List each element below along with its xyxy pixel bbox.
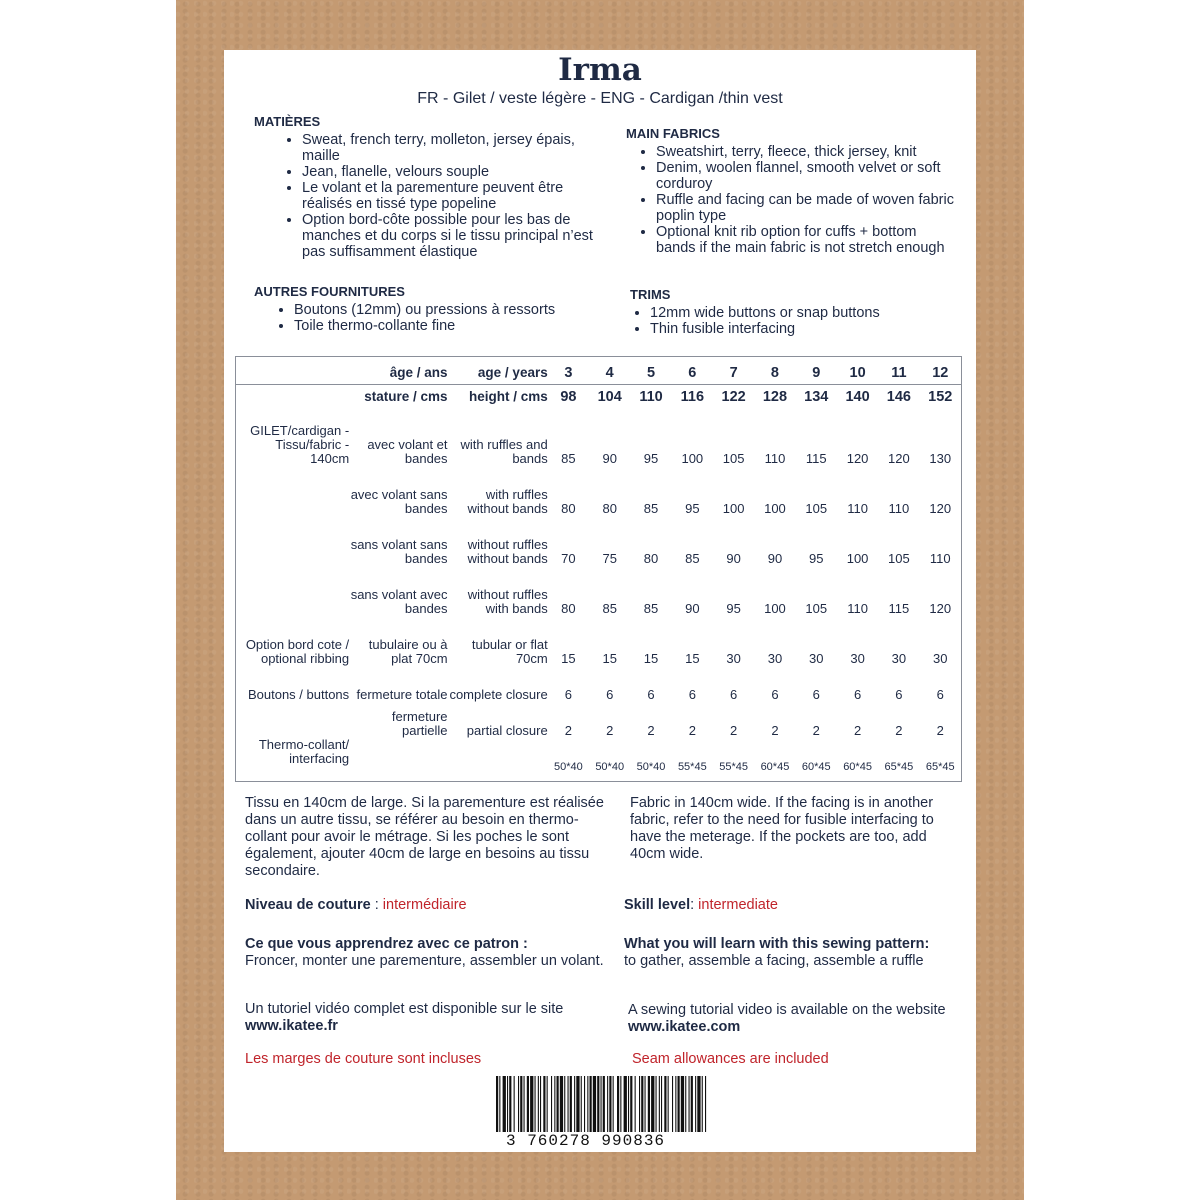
table-row (236, 702, 961, 738)
table-row (236, 738, 961, 774)
barcode-bar (557, 1076, 559, 1132)
value-cell: 110 (929, 551, 951, 566)
value-cell: 15 (602, 651, 617, 666)
value-cell: 95 (726, 601, 741, 616)
barcode-bar (576, 1076, 579, 1132)
value-cell: 2 (647, 723, 655, 738)
barcode-bar (695, 1076, 696, 1132)
value-cell: 105 (805, 501, 828, 516)
value-cell: 80 (643, 551, 659, 566)
list-item: • Le volant et la parementure peuvent être réalisés en tissé type popeline (302, 180, 594, 212)
learn-section-en (624, 936, 964, 970)
barcode-bar (496, 1076, 498, 1132)
barcode-bar (691, 1076, 693, 1132)
height-value-cell: 122 (721, 388, 746, 405)
list-item: • Boutons (12mm) ou pressions à ressorts (294, 302, 594, 318)
row-label-fr: avec volant et bandes (367, 437, 448, 466)
barcode-bar (607, 1076, 608, 1132)
barcode-bar (613, 1076, 614, 1132)
value-cell: 105 (805, 601, 828, 616)
value-cell: 65*45 (925, 761, 955, 773)
seam-allowance-note-en: Seam allowances are included (632, 1051, 829, 1067)
value-cell: 6 (853, 687, 862, 702)
barcode-bar (543, 1076, 545, 1132)
barcode-bar (507, 1076, 508, 1132)
barcode-bar (635, 1076, 636, 1132)
value-cell: 55*45 (677, 761, 707, 773)
matieres-heading: MATIÈRES (254, 114, 321, 129)
seam-allowance-note-fr: Les marges de couture sont incluses (245, 1051, 482, 1067)
skill-level-en: Skill level: intermediate (624, 897, 778, 913)
value-cell: 60*45 (801, 761, 831, 773)
pattern-title: Irma (558, 52, 642, 88)
barcode-bar (609, 1076, 611, 1132)
value-cell: 50*40 (554, 761, 583, 773)
value-cell: 30 (933, 651, 948, 666)
blank-cell (236, 361, 349, 385)
row-group-label: Option bord cote / optional ribbing (245, 637, 350, 666)
learn-heading-en: What you will learn with this sewing pattern: (624, 936, 930, 952)
value-cell: 65*45 (884, 761, 914, 773)
barcode-image (494, 1076, 712, 1140)
age-value-cell: 7 (713, 361, 754, 385)
row-label-en: partial closure (466, 723, 548, 738)
row-label-en (448, 738, 548, 774)
value-cell: 95 (685, 501, 700, 516)
age-value-cell: 6 (672, 361, 713, 385)
row-group-label (236, 466, 349, 516)
barcode-bar (617, 1076, 619, 1132)
matieres-list (254, 132, 594, 260)
barcode-bar (630, 1076, 632, 1132)
row-label-fr: tubulaire ou à plat 70cm (368, 637, 448, 666)
height-label-fr: stature / cms (364, 388, 448, 404)
spacer-cell (236, 408, 961, 416)
barcode-bar (551, 1076, 552, 1132)
value-cell: 80 (561, 501, 576, 516)
autres-fournitures-section (254, 284, 594, 334)
barcode-bar (590, 1076, 592, 1132)
value-cell: 100 (722, 501, 745, 516)
value-cell: 55*45 (719, 761, 749, 773)
value-cell: 50*40 (595, 761, 625, 773)
barcode-bar (603, 1076, 605, 1132)
value-cell: 30 (891, 651, 907, 666)
row-label-fr (349, 738, 447, 774)
value-cell: 30 (726, 651, 741, 666)
barcode-bar (624, 1076, 627, 1132)
value-cell: 6 (730, 687, 738, 702)
height-label-en: height / cms (468, 388, 548, 404)
barcode-bar (527, 1076, 529, 1132)
value-cell: 2 (606, 723, 614, 738)
barcode-bar (678, 1076, 680, 1132)
value-cell: 95 (809, 551, 824, 566)
value-cell: 110 (847, 501, 868, 516)
value-cell: 6 (688, 687, 696, 702)
barcode-bar (503, 1076, 506, 1132)
barcode-bar (702, 1076, 703, 1132)
skill-level-value-fr: intermédiaire (382, 897, 467, 913)
value-cell: 110 (764, 451, 786, 466)
value-cell: 110 (847, 601, 868, 616)
row-label-en: with ruffles and bands (460, 437, 548, 466)
age-value-cell: 11 (878, 361, 919, 385)
barcode-bar (538, 1076, 539, 1132)
tutorial-note-fr (245, 1001, 595, 1035)
value-cell: 2 (730, 723, 738, 738)
barcode-bar (570, 1076, 572, 1132)
barcode-bar (648, 1076, 650, 1132)
value-cell: 2 (688, 723, 696, 738)
barcode-bar (697, 1076, 700, 1132)
tutorial-note-en (628, 1002, 968, 1036)
value-cell: 90 (767, 551, 783, 566)
skill-level-fr: Niveau de couture : intermédiaire (245, 897, 467, 913)
value-cell: 90 (726, 551, 741, 566)
barcode-bar (530, 1076, 533, 1132)
row-label-fr: sans volant sans bandes (350, 537, 448, 566)
barcode-bar (574, 1076, 575, 1132)
barcode-bar (641, 1076, 643, 1132)
age-value-cell: 12 (920, 361, 961, 385)
age-header-row (236, 361, 961, 385)
barcode-bar (509, 1076, 511, 1132)
row-label-en: complete closure (449, 687, 548, 702)
value-cell: 6 (895, 687, 903, 702)
height-value-cell: 140 (845, 388, 870, 405)
height-value-cell: 116 (680, 388, 705, 405)
value-cell: 6 (564, 687, 572, 702)
row-label-en: with ruffles without bands (467, 487, 548, 516)
value-cell: 2 (771, 723, 779, 738)
barcode-bar (620, 1076, 621, 1132)
row-label-fr: sans volant avec bandes (350, 587, 448, 616)
value-cell: 120 (846, 451, 869, 466)
barcode-bar (705, 1076, 706, 1132)
website-link-en[interactable]: www.ikatee.com (628, 1019, 741, 1035)
value-cell: 2 (564, 723, 572, 738)
age-value-cell: 4 (589, 361, 630, 385)
learn-text-en: to gather, assemble a facing, assemble a ruffle (624, 953, 924, 969)
trims-section (630, 287, 960, 337)
learn-text-fr: Froncer, monter une parementure, assembler un volant. (245, 953, 604, 969)
value-cell: 50*40 (636, 761, 666, 773)
age-value-cell: 8 (754, 361, 795, 385)
matieres-section (254, 114, 594, 260)
website-link-fr[interactable]: www.ikatee.fr (245, 1018, 338, 1034)
barcode-bar (524, 1076, 525, 1132)
value-cell: 115 (888, 601, 910, 616)
age-value-cell: 3 (548, 361, 589, 385)
trims-list (630, 305, 960, 337)
row-group-label: GILET/cardigan -Tissu/fabric - 140cm (250, 423, 350, 466)
value-cell: 85 (685, 551, 700, 566)
value-cell: 105 (722, 451, 745, 466)
list-item: • Jean, flanelle, velours souple (302, 164, 594, 180)
barcode-bar (661, 1076, 662, 1132)
value-cell: 120 (929, 501, 952, 516)
row-label-fr: fermeture totale (356, 687, 448, 702)
barcode-bar (587, 1076, 588, 1132)
skill-level-label-en: Skill level (624, 897, 691, 913)
value-cell: 110 (888, 501, 910, 516)
row-group-label: Boutons / buttons (247, 687, 350, 702)
value-cell: 105 (888, 551, 910, 566)
value-cell: 15 (685, 651, 700, 666)
barcode-bar (668, 1076, 669, 1132)
list-item: • Option bord-côte possible pour les bas de manches et du corps si le tissu principal n’est pas suffisamment élastique (302, 212, 594, 260)
barcode-bar (584, 1076, 585, 1132)
pattern-info-sheet (224, 50, 976, 1152)
barcode-bar (540, 1076, 541, 1132)
barcode-bar (547, 1076, 548, 1132)
barcode-bar (520, 1076, 522, 1132)
age-value-cell: 5 (630, 361, 671, 385)
barcode-bar (628, 1076, 629, 1132)
value-cell: 115 (805, 451, 827, 466)
value-cell: 15 (643, 651, 659, 666)
height-value-cell: 146 (886, 388, 911, 405)
pattern-subtitle: FR - Gilet / veste légère - ENG - Cardigan /thin vest (417, 90, 783, 107)
barcode-bar (499, 1076, 500, 1132)
size-chart-table (235, 356, 962, 782)
barcode-bar (689, 1076, 690, 1132)
tutorial-text-fr: Un tutoriel vidéo complet est disponible sur le site (245, 1001, 564, 1017)
value-cell: 100 (764, 501, 786, 516)
learn-section-fr (245, 936, 605, 970)
row-label-en: without ruffles with bands (467, 587, 548, 616)
value-cell: 60*45 (760, 761, 790, 773)
autres-list (254, 302, 594, 334)
barcode-number: 3 760278 990836 (506, 1132, 666, 1150)
spacer-row (236, 408, 961, 416)
main-fabrics-heading: MAIN FABRICS (626, 126, 720, 141)
value-cell: 30 (809, 651, 824, 666)
value-cell: 120 (888, 451, 910, 466)
height-value-cell: 128 (762, 388, 788, 405)
value-cell: 30 (767, 651, 783, 666)
barcode-bar (656, 1076, 657, 1132)
value-cell: 90 (602, 451, 617, 466)
learn-heading-fr: Ce que vous apprendrez avec ce patron : (245, 936, 528, 952)
table-row (236, 566, 961, 616)
list-item: • Sweatshirt, terry, fleece, thick jersey, knit (656, 144, 956, 160)
barcode-bar (681, 1076, 684, 1132)
barcode-bar (685, 1076, 686, 1132)
height-value-cell: 152 (928, 388, 953, 405)
height-value-cell: 110 (639, 388, 663, 405)
value-cell: 90 (685, 601, 700, 616)
age-label-en: age / years (448, 361, 548, 385)
row-label-fr: avec volant sans bandes (350, 487, 448, 516)
row-group-label (236, 566, 349, 616)
barcode-bar (518, 1076, 519, 1132)
barcode-bar (597, 1076, 599, 1132)
blank-cell (236, 385, 349, 409)
value-cell: 100 (764, 601, 786, 616)
row-label-fr: fermeture partielle (391, 709, 448, 738)
size-chart (236, 361, 961, 774)
row-group-label (236, 516, 349, 566)
tutorial-text-en: A sewing tutorial video is available on the website (628, 1002, 946, 1018)
value-cell: 6 (812, 687, 820, 702)
table-row (236, 416, 961, 466)
value-cell: 70 (561, 551, 576, 566)
row-group-label (236, 702, 349, 738)
value-cell: 100 (681, 451, 704, 466)
value-cell: 95 (643, 451, 659, 466)
height-value-cell: 98 (560, 388, 577, 405)
list-item: • Ruffle and facing can be made of woven fabric poplin type (656, 192, 956, 224)
list-item: • 12mm wide buttons or snap buttons (650, 305, 960, 321)
barcode-bar (664, 1076, 666, 1132)
value-cell: 80 (602, 501, 617, 516)
list-item: • Sweat, french terry, molleton, jersey épais, maille (302, 132, 594, 164)
row-label-en: tubular or flat 70cm (471, 637, 548, 666)
autres-heading: AUTRES FOURNITURES (254, 284, 405, 299)
table-row (236, 616, 961, 666)
value-cell: 2 (895, 723, 903, 738)
barcode-bar (593, 1076, 596, 1132)
value-cell: 6 (771, 687, 779, 702)
main-fabrics-list (626, 144, 956, 256)
value-cell: 60*45 (843, 761, 872, 773)
value-cell: 2 (936, 723, 944, 738)
trims-heading: TRIMS (630, 287, 671, 302)
list-item: • Optional knit rib option for cuffs + bottom bands if the main fabric is not stretch enough (656, 224, 956, 256)
value-cell: 120 (929, 601, 952, 616)
barcode-bar (581, 1076, 582, 1132)
barcode-bar (675, 1076, 676, 1132)
barcode-bar (645, 1076, 646, 1132)
value-cell: 85 (643, 601, 659, 616)
age-value-cell: 10 (837, 361, 878, 385)
barcode-bar (568, 1076, 569, 1132)
table-row (236, 466, 961, 516)
value-cell: 100 (846, 551, 869, 566)
value-cell: 85 (561, 451, 576, 466)
table-row (236, 666, 961, 702)
list-item: • Toile thermo-collante fine (294, 318, 594, 334)
value-cell: 130 (929, 451, 952, 466)
row-label-en: without ruffles without bands (467, 537, 548, 566)
fabric-width-note-fr: Tissu en 140cm de large. Si la parementure est réalisée dans un autre tissu, se référer au besoin en thermo-collant pour avoir le métrage. Si les poches le sont également, ajouter 40cm de large en besoins au tissu secondaire. (245, 795, 604, 879)
value-cell: 85 (602, 601, 617, 616)
list-item: • Denim, woolen flannel, smooth velvet or soft corduroy (656, 160, 956, 192)
barcode-bar (514, 1076, 515, 1132)
barcode-bar (554, 1076, 555, 1132)
age-value-cell: 9 (796, 361, 837, 385)
value-cell: 6 (606, 687, 614, 702)
value-cell: 30 (850, 651, 865, 666)
value-cell: 15 (561, 651, 576, 666)
value-cell: 6 (936, 687, 944, 702)
barcode-bar (564, 1076, 565, 1132)
value-cell: 85 (643, 501, 659, 516)
barcode-bar (651, 1076, 654, 1132)
height-value-cell: 134 (804, 388, 829, 405)
skill-level-label-fr: Niveau de couture (245, 897, 371, 913)
barcode-bar (535, 1076, 536, 1132)
value-cell: 2 (812, 723, 820, 738)
fabric-width-note-en: Fabric in 140cm wide. If the facing is in another fabric, refer to the need for fusible interfacing to have the meterage. If the pockets are too, add 40cm wide. (630, 795, 934, 862)
main-fabrics-section (626, 126, 956, 256)
age-label-fr: âge / ans (349, 361, 447, 385)
barcode-bar (659, 1076, 660, 1132)
barcode-bar (639, 1076, 640, 1132)
barcode-bar (560, 1076, 563, 1132)
row-group-label: Thermo-collant/ interfacing (258, 737, 350, 766)
list-item: • Thin fusible interfacing (650, 321, 960, 337)
table-row (236, 516, 961, 566)
height-value-cell: 104 (597, 388, 622, 405)
barcode-bar (601, 1076, 602, 1132)
barcode-bar (672, 1076, 673, 1132)
value-cell: 2 (853, 723, 862, 738)
value-cell: 6 (647, 687, 655, 702)
value-cell: 75 (602, 551, 617, 566)
height-header-row (236, 385, 961, 409)
value-cell: 80 (561, 601, 576, 616)
skill-level-value-en: intermediate (698, 897, 778, 913)
